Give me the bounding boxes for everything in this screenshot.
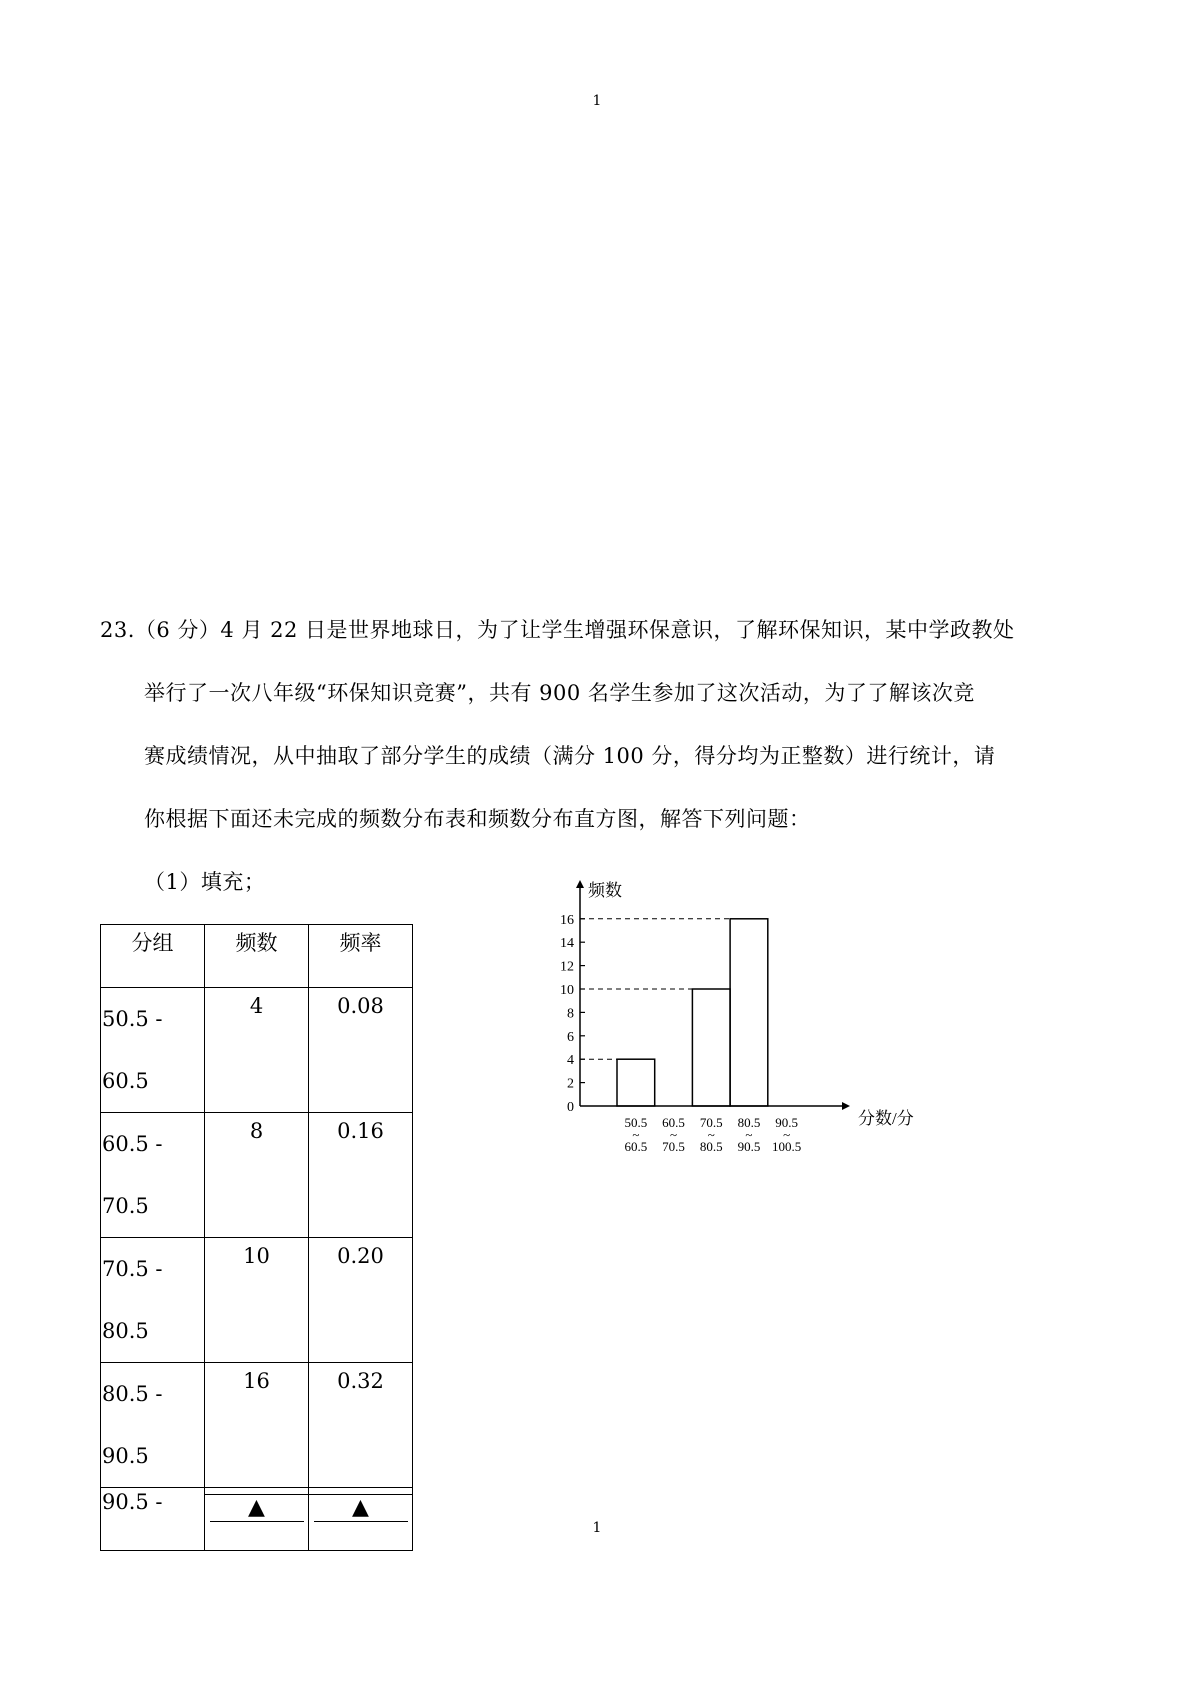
- question-line-4: 你根据下面还未完成的频数分布表和频数分布直方图，解答下列问题：: [144, 807, 811, 831]
- x-tick-label-top: 70.5: [699, 1115, 723, 1130]
- header-cell-count: 频数: [205, 925, 309, 988]
- histogram-bars: [617, 919, 768, 1106]
- x-tick-label-tilde: ~: [745, 1127, 753, 1142]
- group-end: 60.5: [102, 1069, 149, 1093]
- group-cell: [101, 1363, 205, 1488]
- count-cell: 8: [205, 1113, 309, 1238]
- x-tick-label-bottom: 60.5: [624, 1139, 648, 1154]
- rate-blank-cell: [309, 1488, 413, 1551]
- rate-cell: 0.08: [309, 988, 413, 1113]
- table-row: [101, 1113, 413, 1238]
- y-tick-label: 12: [560, 959, 574, 975]
- histogram-bar: [692, 989, 730, 1106]
- x-tick-label-bottom: 90.5: [737, 1139, 761, 1154]
- x-axis-arrow-icon: [842, 1102, 850, 1110]
- group-cell: [101, 988, 205, 1113]
- table-row: [101, 988, 413, 1113]
- question-line-2: 举行了一次八年级“环保知识竞赛”，共有 900 名学生参加了这次活动，为了了解该次竞: [144, 681, 975, 705]
- y-tick-label: 4: [567, 1053, 574, 1069]
- blank-top-line: [309, 1494, 412, 1495]
- table-row: [101, 1363, 413, 1488]
- table-row-incomplete: [101, 1488, 413, 1551]
- group-cell: [101, 1113, 205, 1238]
- histogram-y-ticks: [560, 913, 585, 1115]
- x-tick-label-top: 60.5: [662, 1115, 685, 1130]
- y-axis-label: 频数: [588, 881, 622, 900]
- y-tick-label: 0: [567, 1100, 574, 1115]
- rate-cell: 0.20: [309, 1238, 413, 1363]
- y-tick-label: 14: [560, 936, 574, 952]
- x-tick-label-bottom: 100.5: [772, 1139, 802, 1154]
- count-cell: 10: [205, 1238, 309, 1363]
- x-tick-label-top: 50.5: [624, 1115, 648, 1130]
- y-tick-label: 6: [567, 1029, 574, 1045]
- header-cell-rate: 频率: [309, 925, 413, 988]
- x-tick-label-tilde: ~: [783, 1127, 791, 1142]
- y-tick-label: 16: [560, 912, 574, 928]
- rate-cell: 0.16: [309, 1113, 413, 1238]
- question-line-1: 23.（6 分）4 月 22 日是世界地球日，为了让学生增强环保意识，了解环保知识，某中学政教处: [100, 618, 1015, 642]
- count-cell: 4: [205, 988, 309, 1113]
- histogram-bar: [617, 1059, 655, 1106]
- triangle-icon: ▲: [210, 1496, 304, 1522]
- x-tick-label-tilde: ~: [707, 1127, 715, 1142]
- x-tick-label-top: 80.5: [737, 1115, 761, 1130]
- rate-cell: 0.32: [309, 1363, 413, 1488]
- page-number-bottom: 1: [592, 1520, 602, 1536]
- x-axis-label: 分数/分: [858, 1109, 914, 1128]
- group-start: 70.5 -: [102, 1257, 163, 1281]
- x-tick-label-bottom: 80.5: [699, 1139, 723, 1154]
- y-tick-label: 10: [560, 983, 574, 998]
- header-cell-group: 分组: [101, 925, 205, 988]
- histogram-bar: [730, 919, 768, 1106]
- frequency-table: [100, 924, 413, 1551]
- group-start: 60.5 -: [102, 1132, 163, 1156]
- group-end: 70.5: [102, 1194, 149, 1218]
- group-start: 90.5 -: [102, 1490, 163, 1514]
- x-tick-label-tilde: ~: [632, 1127, 640, 1142]
- count-cell: 16: [205, 1363, 309, 1488]
- frequency-histogram: [540, 860, 940, 1160]
- page-number-top: 1: [592, 93, 602, 109]
- histogram-x-labels: [617, 1102, 801, 1154]
- group-end: 90.5: [102, 1444, 149, 1468]
- y-tick-label: 8: [567, 1006, 574, 1022]
- triangle-icon: ▲: [314, 1496, 408, 1522]
- blank-top-line: [205, 1494, 308, 1495]
- count-blank-cell: [205, 1488, 309, 1551]
- x-tick-label-bottom: 70.5: [662, 1139, 685, 1154]
- group-end: 80.5: [102, 1319, 149, 1343]
- table-row: [101, 1238, 413, 1363]
- table-header-row: [101, 925, 413, 988]
- x-tick-label-top: 90.5: [775, 1115, 799, 1130]
- group-start: 50.5 -: [102, 1007, 163, 1031]
- sub-question-1: （1）填充；: [144, 870, 266, 894]
- group-cell: [101, 1488, 205, 1551]
- x-tick-label-tilde: ~: [670, 1127, 678, 1142]
- question-line-3: 赛成绩情况，从中抽取了部分学生的成绩（满分 100 分，得分均为正整数）进行统计，请: [144, 744, 996, 768]
- group-cell: [101, 1238, 205, 1363]
- y-tick-label: 2: [567, 1076, 574, 1092]
- group-start: 80.5 -: [102, 1382, 163, 1406]
- y-axis-arrow-icon: [576, 880, 584, 888]
